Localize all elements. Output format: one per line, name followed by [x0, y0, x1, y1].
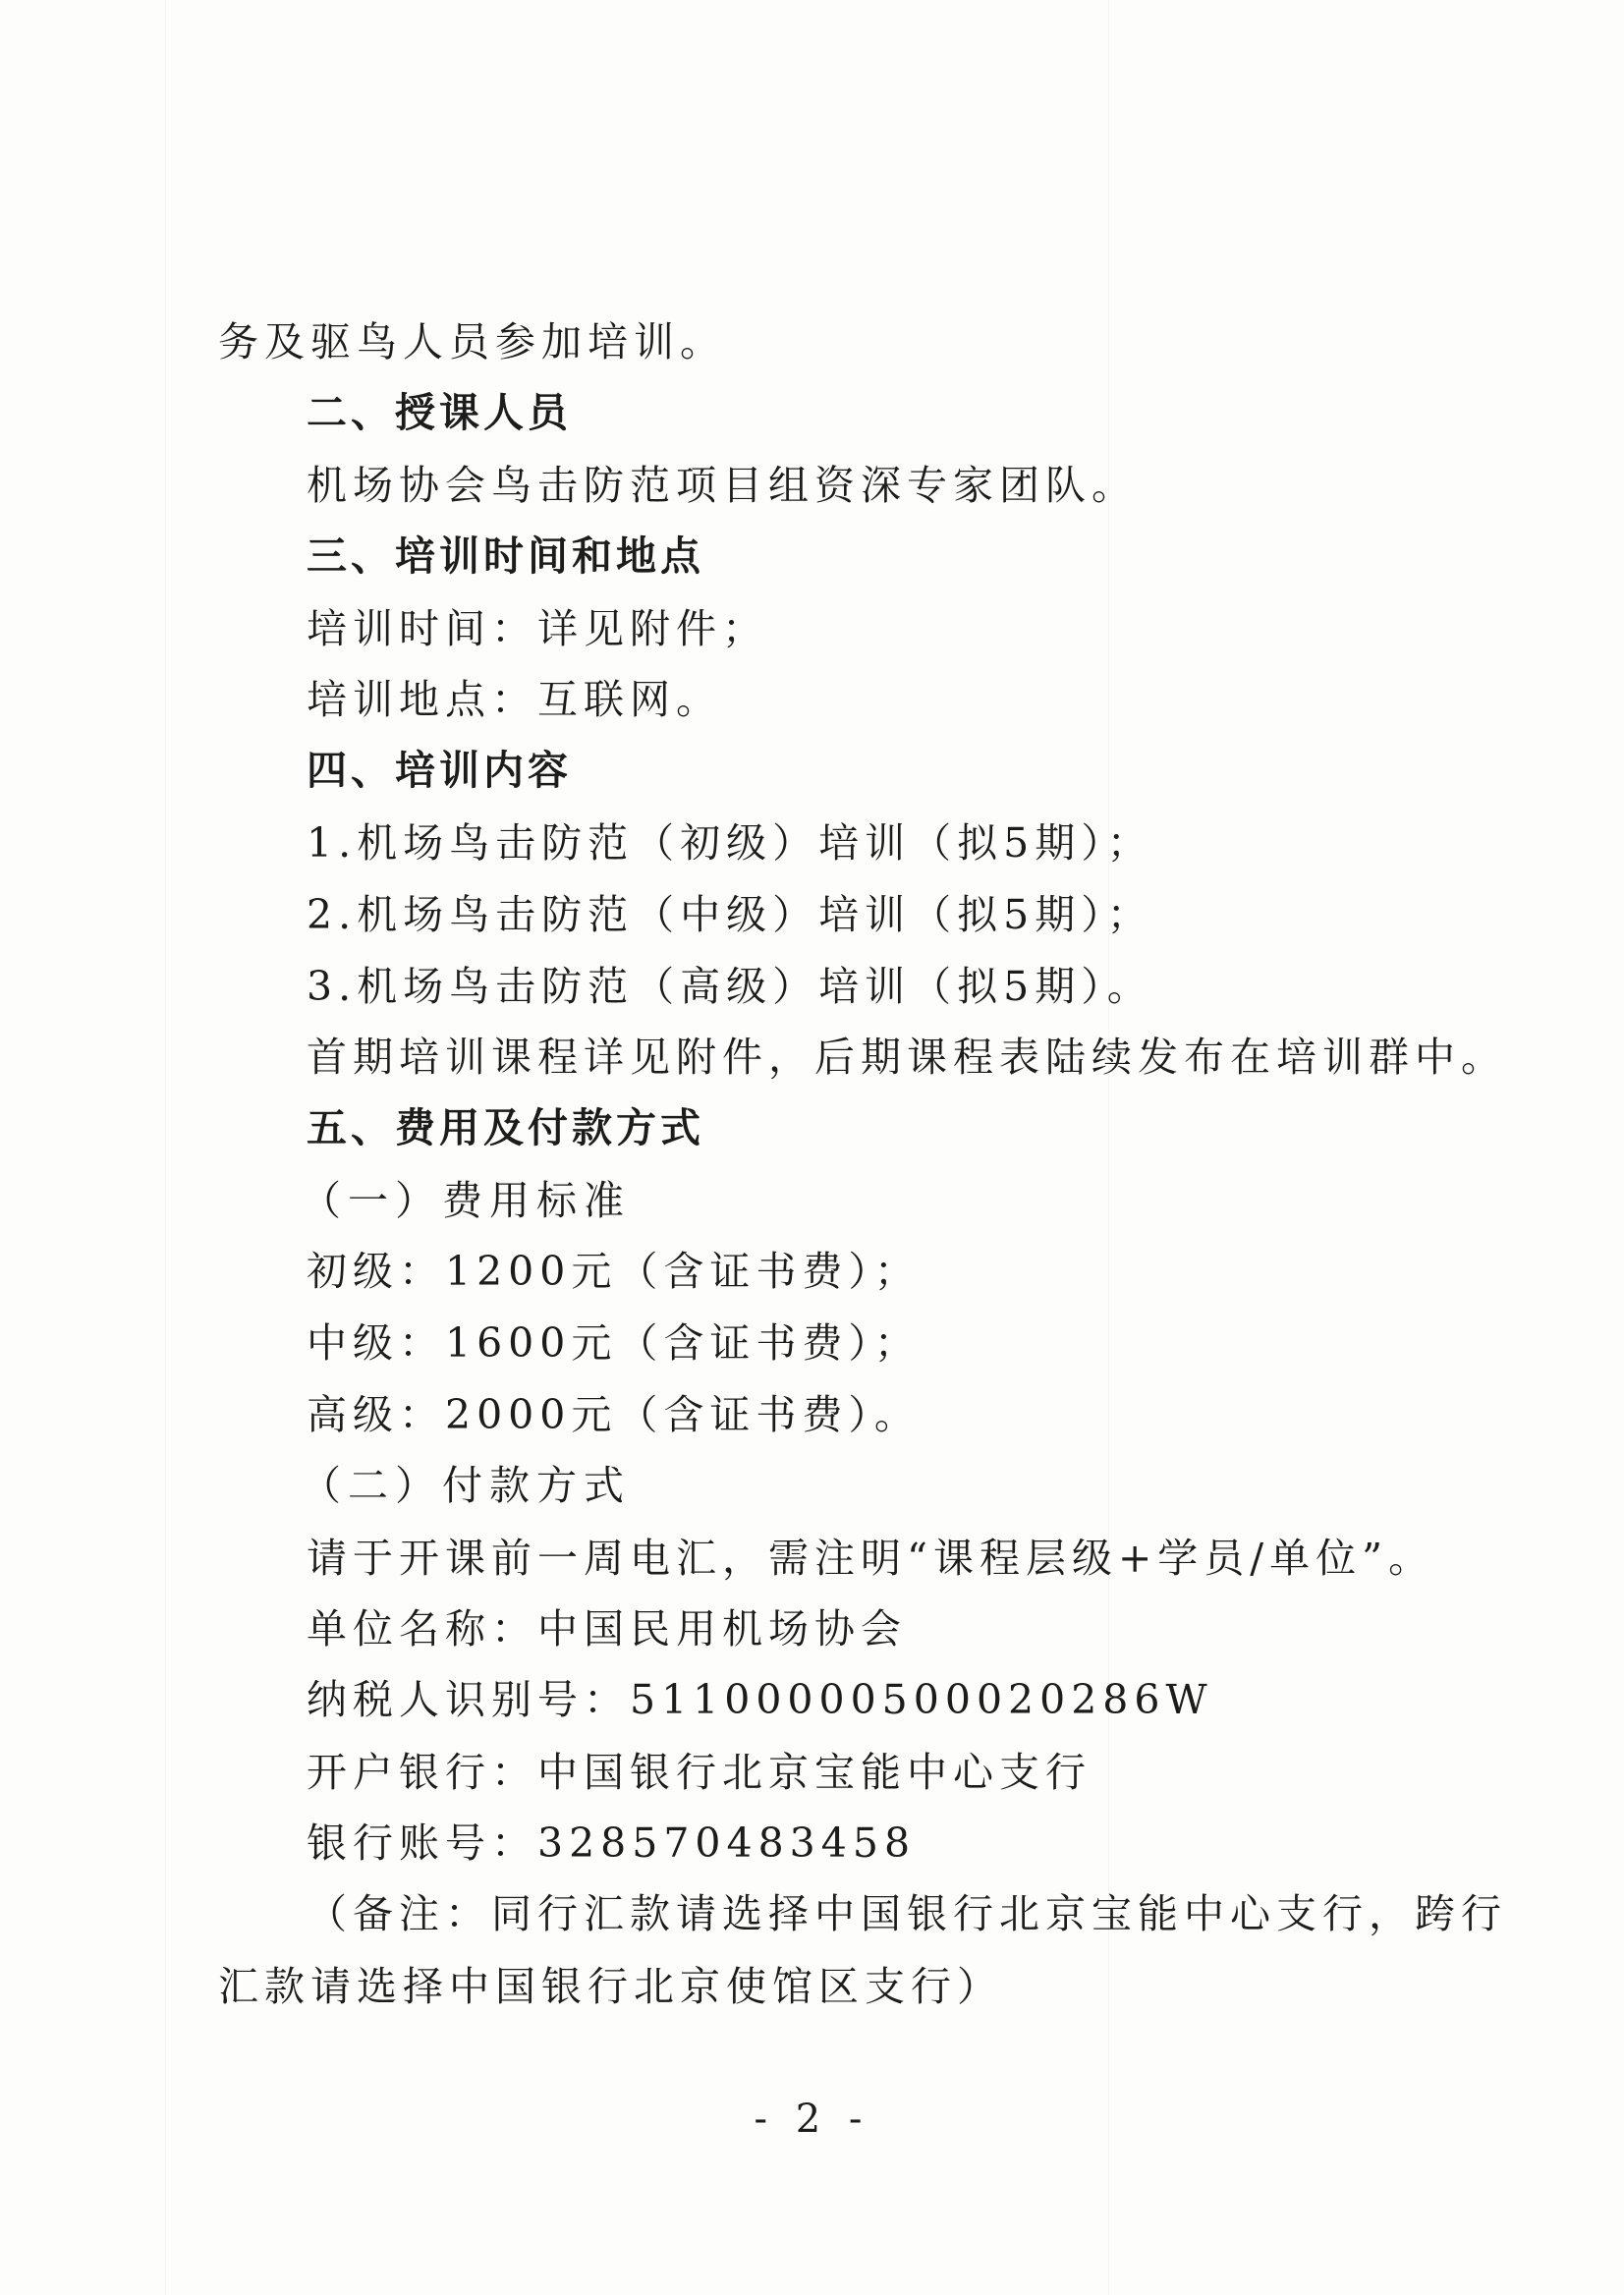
paragraph: 培训地点：互联网。: [307, 676, 722, 723]
paragraph: 首期培训课程详见附件，后期课程表陆续发布在培训群中。: [307, 1034, 1507, 1081]
list-item: 1.机场鸟击防范（初级）培训（拟5期）；: [307, 819, 1153, 867]
taxpayer-id: 纳税人识别号：51100000500020286W: [307, 1676, 1213, 1723]
fee-item: 初级：1200元（含证书费）；: [307, 1248, 921, 1295]
list-item: 2.机场鸟击防范（中级）培训（拟5期）；: [307, 891, 1153, 938]
paragraph: 请于开课前一周电汇，需注明“课程层级+学员/单位”。: [307, 1535, 1435, 1582]
section-heading-content: 四、培训内容: [307, 747, 572, 794]
scan-artifact: [165, 0, 166, 2295]
paragraph-continuation: 务及驱鸟人员参加培训。: [218, 318, 726, 365]
fee-item: 中级：1600元（含证书费）；: [307, 1319, 921, 1367]
bank-account: 银行账号：328570483458: [307, 1819, 917, 1867]
remark-continuation: 汇款请选择中国银行北京使馆区支行）: [218, 1963, 1003, 2010]
remark: （备注：同行汇款请选择中国银行北京宝能中心支行，跨行: [307, 1890, 1507, 1937]
bank-name: 开户银行：中国银行北京宝能中心支行: [307, 1749, 1092, 1796]
subsection-heading-payment: （二）付款方式: [301, 1462, 631, 1509]
section-heading-fees: 五、费用及付款方式: [307, 1104, 704, 1151]
page-number: - 2 -: [754, 2097, 870, 2142]
section-heading-instructors: 二、授课人员: [307, 389, 572, 436]
fee-item: 高级：2000元（含证书费）。: [307, 1391, 921, 1438]
paragraph: 机场协会鸟击防范项目组资深专家团队。: [307, 462, 1138, 509]
payee-name: 单位名称：中国民用机场协会: [307, 1605, 907, 1652]
list-item: 3.机场鸟击防范（高级）培训（拟5期）。: [307, 963, 1153, 1010]
subsection-heading-standard: （一）费用标准: [301, 1177, 631, 1224]
paragraph: 培训时间：详见附件；: [307, 605, 768, 652]
section-heading-time-location: 三、培训时间和地点: [307, 532, 704, 580]
